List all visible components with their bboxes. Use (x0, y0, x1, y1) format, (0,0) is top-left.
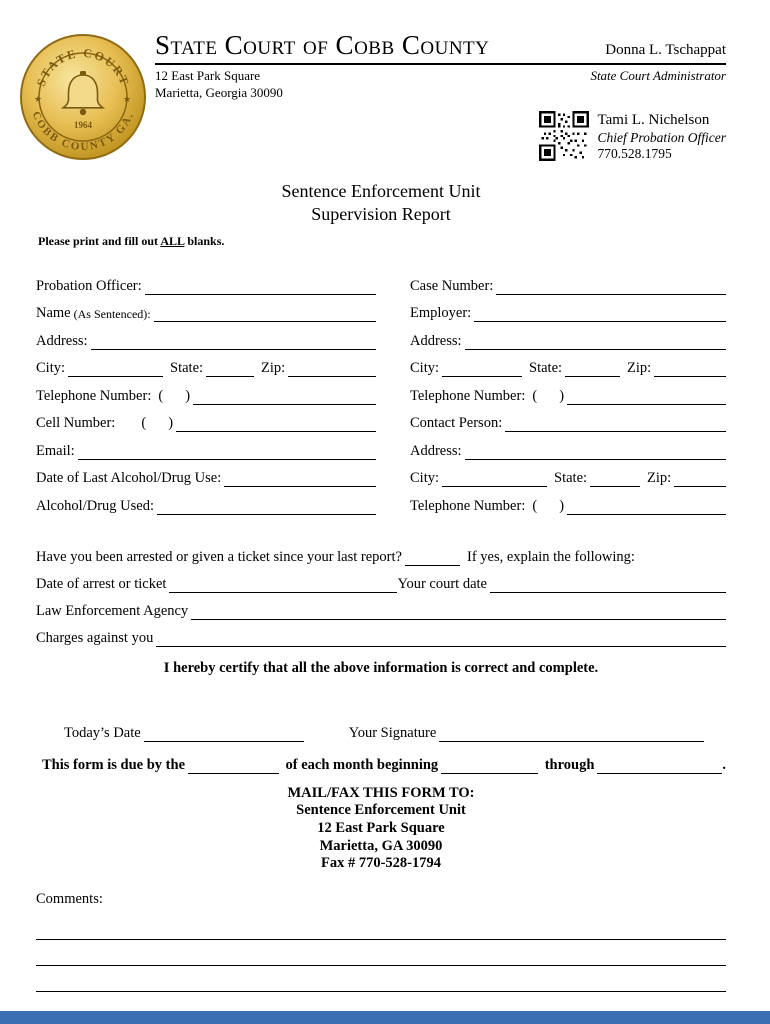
telephone-input-1[interactable] (193, 386, 376, 405)
arrest-section (36, 539, 726, 677)
cell-open-paren: ( (141, 415, 147, 431)
cell-close-paren: ) (168, 415, 174, 431)
telephone-input-2[interactable] (567, 386, 726, 405)
address-input-2[interactable] (465, 331, 726, 350)
arrest-question-label: Have you been arrested or given a ticket since your last report? (36, 548, 402, 565)
certify-statement: I hereby certify that all the above information is correct and complete. (163, 659, 599, 676)
drug-used-row (36, 487, 376, 515)
arrest-answer-input[interactable] (405, 547, 460, 566)
city-input-2[interactable] (442, 358, 522, 377)
email-row (36, 432, 376, 460)
due-period: . (722, 756, 726, 773)
zip-label-1: Zip: (261, 360, 286, 376)
address-label-1: Address: (36, 332, 88, 349)
city-input-1[interactable] (68, 358, 163, 377)
address-input-3[interactable] (465, 441, 726, 460)
viewer-footer-bar (0, 1011, 770, 1024)
contact-person-row (410, 405, 726, 433)
close-paren-3: ) (559, 497, 565, 514)
email-input[interactable] (78, 441, 376, 460)
if-yes-label: If yes, explain the following: (466, 548, 635, 565)
state-input-1[interactable] (206, 358, 254, 377)
mail-line-1: MAIL/FAX THIS FORM TO: (287, 784, 475, 801)
address-label-3: Address: (410, 442, 462, 459)
qr-code (539, 111, 589, 161)
case-number-input[interactable] (496, 276, 726, 295)
seal-star-right-icon: ★ (123, 94, 132, 104)
county-seal-icon (18, 32, 148, 162)
open-paren-3: ( (532, 497, 538, 514)
form-title-line2: Supervision Report (311, 203, 451, 224)
telephone-input-3[interactable] (567, 496, 726, 515)
probation-officer-row (36, 267, 376, 295)
state-input-3[interactable] (590, 468, 640, 487)
address-input-1[interactable] (91, 331, 376, 350)
name-input[interactable] (154, 303, 376, 322)
signature-row (36, 715, 726, 742)
todays-date-label: Today’s Date (64, 724, 141, 741)
open-paren-2: ( (532, 387, 538, 404)
note-emphasis: ALL (160, 234, 185, 248)
case-number-label: Case Number: (410, 277, 494, 294)
contact-person-label: Contact Person: (410, 415, 503, 431)
probation-officer-phone: 770.528.1795 (597, 146, 672, 162)
due-through-input[interactable] (597, 755, 722, 774)
employer-input[interactable] (474, 303, 726, 322)
mail-line-5: Fax # 770-528-1794 (320, 855, 441, 872)
administrator-name: Donna L. Tschappat (605, 42, 726, 58)
address-label-2: Address: (410, 332, 462, 349)
comments-label: Comments: (36, 890, 103, 907)
zip-input-2[interactable] (654, 358, 726, 377)
seal-star-left-icon: ★ (34, 94, 43, 104)
charges-label: Charges against you (36, 629, 154, 646)
mail-block (36, 785, 726, 873)
telephone-row-1 (36, 377, 376, 405)
due-label-3: through (544, 756, 595, 773)
due-begin-input[interactable] (441, 755, 538, 774)
probation-officer-label: Probation Officer: (36, 277, 142, 294)
court-address-line2: Marietta, Georgia 30090 (155, 84, 283, 100)
comments-line-1[interactable] (36, 908, 726, 940)
telephone-label-2: Telephone Number: (410, 387, 526, 404)
zip-label-3: Zip: (647, 470, 672, 486)
close-paren-1: ) (185, 387, 191, 404)
name-label: Name (36, 305, 71, 321)
state-label-1: State: (170, 360, 204, 376)
note-prefix: Please print and fill out (38, 234, 161, 248)
arrest-date-row (36, 566, 726, 593)
arrest-date-label: Date of arrest or ticket (36, 575, 167, 592)
court-date-input[interactable] (490, 574, 726, 593)
agency-row (36, 593, 726, 620)
case-employer-column (410, 267, 726, 515)
agency-input[interactable] (191, 601, 726, 620)
due-date-row (36, 747, 726, 774)
form-title (36, 180, 726, 225)
due-label-2: of each month beginning (285, 756, 439, 773)
note-suffix: blanks. (184, 234, 225, 248)
address-row-1 (36, 322, 376, 350)
email-label: Email: (36, 442, 75, 459)
arrest-date-input[interactable] (169, 574, 397, 593)
cell-label: Cell Number: (36, 415, 116, 431)
cell-input[interactable] (176, 413, 376, 432)
court-date-label: Your court date (397, 575, 487, 592)
administrator-title: State Court Administrator (590, 68, 726, 83)
seal-year: 1964 (74, 120, 92, 130)
close-paren-2: ) (559, 387, 565, 404)
mail-line-3: 12 East Park Square (317, 819, 445, 836)
arrest-question-row (36, 539, 726, 566)
form-title-line1: Sentence Enforcement Unit (281, 181, 481, 201)
city-state-zip-row-3 (410, 460, 726, 488)
your-signature-input[interactable] (439, 723, 704, 742)
probation-officer-name: Tami L. Nichelson (597, 111, 710, 128)
offender-column (36, 267, 376, 515)
mail-line-4: Marietta, GA 30090 (319, 837, 443, 854)
todays-date-input[interactable] (144, 723, 304, 742)
comments-line-3[interactable] (36, 966, 726, 992)
state-label-2: State: (529, 360, 563, 376)
telephone-label-1: Telephone Number: (36, 387, 152, 404)
city-input-3[interactable] (442, 468, 547, 487)
header-title-row (155, 30, 726, 65)
state-input-2[interactable] (565, 358, 620, 377)
telephone-row-2 (410, 377, 726, 405)
city-label-1: City: (36, 360, 66, 376)
employer-row (410, 295, 726, 323)
zip-input-3[interactable] (674, 468, 726, 487)
due-label-1: This form is due by the (42, 756, 186, 773)
agency-label: Law Enforcement Agency (36, 602, 189, 619)
last-use-input[interactable] (224, 468, 376, 487)
your-signature-label: Your Signature (348, 724, 437, 741)
court-address (155, 68, 283, 102)
letterhead (29, 30, 726, 168)
name-qualifier-label: (As Sentenced): (73, 307, 151, 321)
drug-used-input[interactable] (157, 496, 376, 515)
city-state-zip-row-1 (36, 350, 376, 378)
comments-line-2[interactable] (36, 940, 726, 966)
last-use-row (36, 460, 376, 488)
telephone-label-3: Telephone Number: (410, 497, 526, 514)
employer-label: Employer: (410, 305, 472, 321)
last-use-label: Date of Last Alcohol/Drug Use: (36, 470, 222, 486)
seal-top-text: STATE COURT (33, 45, 133, 89)
probation-officer-title: Chief Probation Officer (597, 129, 726, 145)
probation-officer-input[interactable] (145, 276, 376, 295)
city-label-3: City: (410, 470, 440, 486)
drug-used-label: Alcohol/Drug Used: (36, 497, 154, 514)
telephone-row-3 (410, 487, 726, 515)
address-row-3 (410, 432, 726, 460)
case-number-row (410, 267, 726, 295)
contact-person-input[interactable] (505, 413, 726, 432)
charges-row (36, 620, 726, 647)
instructions-note (38, 234, 726, 249)
city-label-2: City: (410, 360, 440, 376)
zip-label-2: Zip: (627, 360, 652, 376)
due-day-input[interactable] (188, 755, 278, 774)
city-state-zip-row-2 (410, 350, 726, 378)
cell-row (36, 405, 376, 433)
zip-input-1[interactable] (288, 358, 376, 377)
mail-line-2: Sentence Enforcement Unit (296, 802, 466, 819)
charges-input[interactable] (156, 628, 726, 647)
seal-bottom-text: COBB COUNTY GA. (29, 109, 137, 154)
name-row (36, 295, 376, 323)
open-paren-1: ( (158, 387, 164, 404)
court-title: State Court of Cobb County (155, 30, 490, 60)
address-row-2 (410, 322, 726, 350)
court-address-line1: 12 East Park Square (155, 68, 261, 83)
state-label-3: State: (554, 470, 588, 486)
